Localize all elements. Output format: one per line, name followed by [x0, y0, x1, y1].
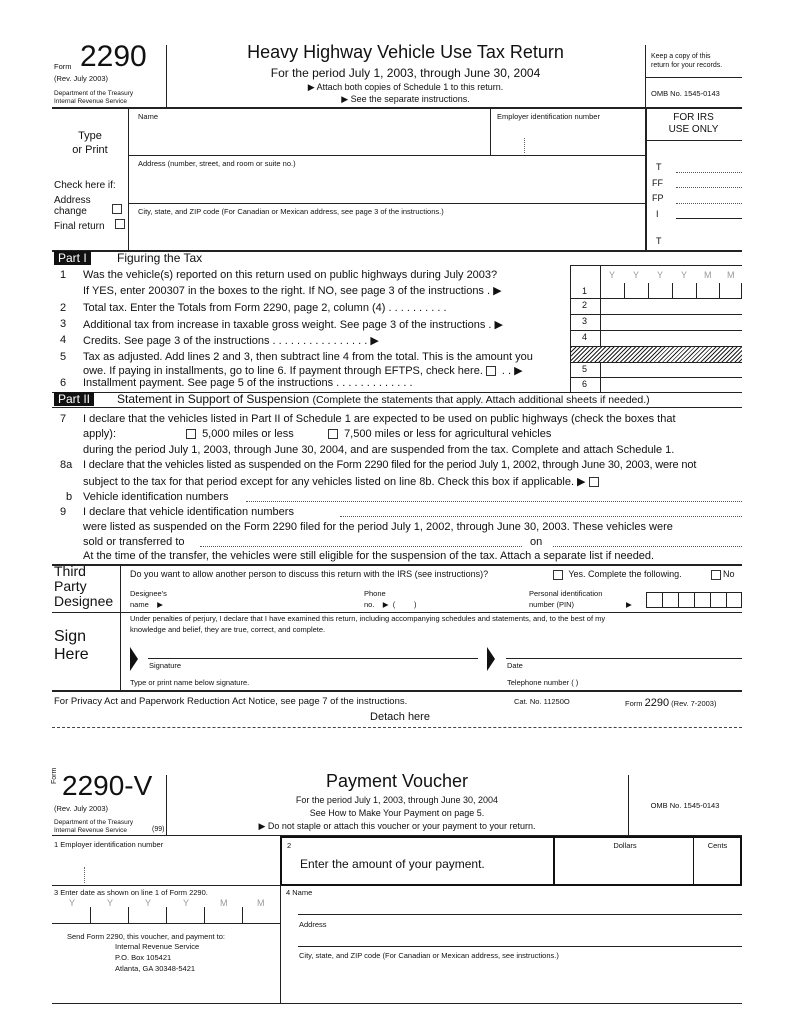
type-or-print-label: Type	[78, 130, 102, 142]
address-label: Address	[299, 920, 327, 929]
telephone-label: Telephone number ( )	[507, 678, 579, 687]
label-part: (Rev. 7-2003)	[671, 699, 717, 708]
designee-label-line: Third	[54, 563, 86, 579]
designee-phone-input[interactable]	[410, 588, 520, 610]
dollars-input[interactable]	[553, 838, 693, 884]
sign-label: Sign	[54, 628, 87, 645]
part-1-tag: Part I	[54, 251, 91, 265]
vin-input[interactable]	[246, 501, 742, 502]
label-part: no.	[364, 600, 375, 609]
line-number: 8a	[60, 459, 73, 471]
voucher-date-boxes[interactable]	[52, 897, 280, 923]
name-label: 4 Name	[286, 888, 313, 897]
line-5-text-part: . . ▶	[498, 365, 523, 377]
sign-label: Here	[54, 646, 89, 663]
date-box-label: Y	[657, 270, 664, 280]
line-number: 9	[60, 506, 67, 518]
line-8a-text: I declare that the vehicles listed as suspended on the Form 2290 filed for the period July 1, 2002, through June 30, 2003, were not	[83, 459, 697, 471]
line-9-text: sold or transferred to	[83, 536, 185, 548]
form-label: Form	[54, 62, 72, 71]
designee-no-checkbox[interactable]	[711, 570, 721, 580]
signature-arrow-icon	[130, 647, 138, 671]
line-number: b	[66, 491, 73, 503]
date-box-label: Y	[633, 270, 640, 280]
line-9-text: I declare that vehicle identification numbers	[83, 506, 294, 518]
hatched-area	[571, 347, 742, 362]
yes-label: Yes. Complete the following.	[568, 569, 682, 579]
line-2-amount-input[interactable]	[600, 298, 742, 314]
designee-label	[54, 564, 120, 609]
perjury-statement: Under penalties of perjury, I declare that I have examined this return, including accompanying schedules and statements, and, to the best of my	[130, 614, 606, 623]
option-7500	[325, 428, 551, 440]
line-9-text: At the time of the transfer, the vehicles were still eligible for the suspension of the tax. Attach a separate list if needed.	[83, 550, 655, 562]
line-8a-text	[83, 475, 602, 488]
period: For the period July 1, 2003, through June 30, 2004	[270, 66, 541, 80]
revision: (Rev. July 2003)	[54, 804, 109, 813]
revision: (Rev. July 2003)	[54, 74, 109, 83]
no-staple-note: ▶ Do not staple or attach this voucher or your payment to your return.	[258, 821, 536, 831]
city-label: City, state, and ZIP code (For Canadian or Mexican address, see instructions.)	[299, 951, 559, 960]
option-5000	[183, 428, 294, 440]
line-7-text: apply):	[83, 428, 117, 440]
line-8a-text-part: subject to the tax for that period except for any vehicles listed on line 8b. Check this box if applicable. ▶	[83, 476, 586, 488]
line-5-text-part: owe. If paying in installments, go to line 6. If payment through EFTPS, check here.	[83, 365, 483, 377]
part-1-title: Figuring the Tax	[117, 251, 203, 265]
attach-note: ▶ Attach both copies of Schedule 1 to this return.	[307, 82, 504, 92]
voucher-title: Payment Voucher	[325, 771, 469, 791]
signature-input[interactable]	[148, 640, 478, 658]
box-number: 2	[287, 841, 292, 850]
keep-copy-note: Keep a copy of this	[651, 53, 711, 60]
date-box-label: M	[220, 898, 228, 908]
option-label: 5,000 miles or less	[202, 428, 294, 440]
line-3-amount-input[interactable]	[600, 314, 742, 330]
no-label: No	[723, 569, 735, 579]
date-box-label: Y	[69, 898, 76, 908]
line-5-amount-input[interactable]	[600, 362, 742, 377]
line-box-number: 5	[582, 364, 588, 374]
print-name-label: Type or print name below signature.	[130, 678, 250, 687]
dept-text: Internal Revenue Service	[54, 98, 127, 105]
option-label: 7,500 miles or less for agricultural vehicles	[344, 428, 552, 440]
irs-code: T	[656, 162, 662, 172]
line-9-vin-input[interactable]	[340, 516, 742, 517]
date-box-label: M	[704, 270, 712, 280]
label-part: 2290	[644, 697, 670, 709]
keep-copy-note: return for your records.	[651, 62, 723, 69]
line-box-number: 3	[582, 316, 588, 326]
designee-name-input[interactable]	[185, 588, 355, 610]
line-box-number: 6	[582, 379, 588, 389]
date-box-label: Y	[681, 270, 688, 280]
address-label: Address (number, street, and room or suite no.)	[138, 159, 296, 168]
ein-label: 1 Employer identification number	[54, 840, 164, 849]
form-label: Form	[51, 767, 58, 784]
final-return-label: Final return	[54, 221, 105, 232]
city-state-zip-input[interactable]	[128, 203, 645, 250]
detach-line[interactable]	[52, 727, 742, 728]
designee-label-line: Designee	[54, 593, 114, 609]
dept-text: Department of the Treasury	[54, 819, 134, 826]
how-to-pay-note: See How to Make Your Payment on page 5.	[309, 808, 485, 818]
miles-5000-checkbox[interactable]	[186, 429, 196, 439]
name-label: Name	[138, 112, 159, 121]
irs-address: Internal Revenue Service	[115, 942, 200, 951]
date-arrow-icon	[487, 647, 495, 671]
irs-address: Atlanta, GA 30348-5421	[115, 964, 196, 973]
pin-input[interactable]	[646, 592, 742, 608]
date-box-label: Y	[107, 898, 114, 908]
mailing-instruction: Send Form 2290, this voucher, and payment to:	[67, 932, 226, 941]
date-input[interactable]	[506, 640, 742, 658]
instructions-note: ▶ See the separate instructions.	[341, 94, 470, 104]
part-2-note: (Complete the statements that apply. Attach additional sheets if needed.)	[312, 394, 650, 406]
line-5-text: Tax as adjusted. Add lines 2 and 3, then subtract line 4 from the total. This is the amount you	[83, 351, 533, 363]
miles-7500-checkbox[interactable]	[328, 429, 338, 439]
designee-name-label: Designee's	[130, 589, 167, 598]
line-6-text: Installment payment. See page 5 of the instructions . . . . . . . . . . . . .	[83, 377, 413, 389]
date-box-label: M	[257, 898, 265, 908]
address-input[interactable]	[128, 155, 645, 203]
line-box-number: 4	[582, 332, 588, 342]
voucher-city-input[interactable]	[298, 960, 742, 1003]
part-2-tag: Part II	[54, 392, 94, 406]
dept-text: Internal Revenue Service	[54, 827, 127, 834]
line-9-text: were listed as suspended on the Form 2290 filed for the period July 1, 2002, through June 30, 2003. These vehicles were	[83, 521, 673, 533]
line-number: 1	[60, 269, 67, 281]
omb-number: OMB No. 1545-0143	[651, 89, 720, 98]
line-number: 4	[60, 334, 67, 346]
irs-use-label: USE ONLY	[668, 124, 719, 135]
line-1-text: If YES, enter 200307 in the boxes to the right. If NO, see page 3 of the instructions . ▶	[83, 285, 502, 297]
irs-use-label: FOR IRS	[673, 112, 714, 123]
line-4-amount-input[interactable]	[600, 330, 742, 346]
form-title: Heavy Highway Vehicle Use Tax Return	[247, 42, 564, 62]
pin-label: number (PIN)	[529, 600, 575, 609]
date-box-label: M	[727, 270, 735, 280]
catalog-number: Cat. No. 11250O	[514, 697, 570, 706]
irs-code: FP	[652, 193, 664, 203]
phone-label: Phone	[364, 589, 386, 598]
detach-here-label: Detach here	[370, 711, 430, 723]
designee-question: Do you want to allow another person to discuss this return with the IRS (see instructions)?	[130, 569, 489, 579]
line-number: 5	[60, 351, 67, 363]
irs-code: T	[656, 236, 662, 246]
omb-number: OMB No. 1545-0143	[650, 801, 720, 810]
irs-code: FF	[652, 178, 663, 188]
line-4-text: Credits. See page 3 of the instructions . . . . . . . . . . . . . . . . ▶	[83, 335, 379, 347]
voucher-form-number: 2290-V	[62, 770, 153, 801]
transfer-date-input[interactable]	[553, 546, 742, 547]
address-change-label: change	[54, 206, 87, 217]
designee-yes	[550, 569, 682, 580]
payment-amount-box	[280, 836, 742, 886]
line-2-text: Total tax. Enter the Totals from Form 2290, page 2, column (4) . . . . . . . . . .	[83, 302, 447, 314]
date-label: 3 Enter date as shown on line 1 of Form 2290.	[54, 888, 208, 897]
date-box-label: Y	[183, 898, 190, 908]
part-2-heading	[117, 392, 650, 406]
irs-address: P.O. Box 105421	[115, 953, 172, 962]
ein-label: Employer identification number	[497, 112, 600, 121]
line-3-text: Additional tax from increase in taxable gross weight. See page 3 of the instructions . ▶	[83, 319, 503, 331]
name-input[interactable]	[128, 108, 490, 155]
eftps-checkbox[interactable]	[486, 366, 496, 376]
voucher-ein-input[interactable]	[52, 836, 280, 885]
part-2-title: Statement in Support of Suspension	[117, 392, 310, 406]
perjury-statement: knowledge and belief, they are true, correct, and complete.	[130, 625, 326, 634]
type-or-print-label: or Print	[72, 144, 108, 156]
designee-name-label: name ▶	[130, 600, 163, 609]
voucher-address-input[interactable]	[298, 929, 742, 947]
label-part: name	[130, 600, 149, 609]
date-box-label: Y	[145, 898, 152, 908]
voucher-name-input[interactable]	[298, 897, 742, 915]
label-part: Form	[625, 699, 643, 708]
designee-yes-checkbox[interactable]	[553, 570, 563, 580]
payment-amount-label: Enter the amount of your payment.	[300, 857, 485, 871]
address-change-label: Address	[54, 195, 91, 206]
line-7-text: during the period July 1, 2003, through June 30, 2004, and are suspended from the tax. Complete and attach Schedule 1.	[83, 444, 675, 456]
line-5-text	[83, 364, 523, 377]
line-number: 7	[60, 413, 67, 425]
ein-input[interactable]	[490, 108, 645, 155]
cents-label: Cents	[707, 841, 728, 850]
address-change-checkbox[interactable]	[112, 204, 122, 214]
pin-label: Personal identification	[529, 589, 603, 598]
line-9-on: on	[530, 536, 543, 548]
line-number: 6	[60, 377, 67, 389]
privacy-notice: For Privacy Act and Paperwork Reduction Act Notice, see page 7 of the instructions.	[54, 696, 408, 707]
line-number: 3	[60, 318, 67, 330]
arrow-icon: ▶	[626, 600, 632, 609]
check-here-label: Check here if:	[54, 180, 116, 191]
transferee-input[interactable]	[200, 546, 522, 547]
line-8b-text: Vehicle identification numbers	[83, 491, 229, 503]
dept-text: Department of the Treasury	[54, 90, 134, 97]
line-box-number: 2	[582, 300, 588, 310]
final-return-checkbox[interactable]	[115, 219, 125, 229]
date-box-label: Y	[609, 270, 616, 280]
form-reference	[625, 697, 716, 709]
signature-label: Signature	[149, 661, 182, 670]
line-number: 2	[60, 302, 67, 314]
irs-code: (99)	[152, 826, 165, 833]
date-label: Date	[507, 661, 523, 670]
designee-no	[709, 569, 735, 580]
line-1-text: Was the vehicle(s) reported on this return used on public highways during July 2003?	[83, 269, 498, 281]
period: For the period July 1, 2003, through June 30, 2004	[295, 795, 499, 805]
line-8a-checkbox[interactable]	[589, 477, 599, 487]
form-number: 2290	[80, 40, 147, 73]
phone-label: no. ▶ ( )	[364, 600, 417, 609]
irs-code: I	[656, 209, 659, 219]
designee-label-line: Party	[54, 578, 87, 594]
line-6-amount-input[interactable]	[600, 377, 742, 392]
cents-input[interactable]	[693, 838, 740, 884]
line-1-date-boxes[interactable]	[600, 265, 742, 298]
dollars-label: Dollars	[613, 841, 637, 850]
city-label: City, state, and ZIP code (For Canadian or Mexican address, see page 3 of the instructions.)	[138, 207, 444, 216]
line-box-number: 1	[582, 286, 588, 296]
line-7-text: I declare that the vehicles listed in Part II of Schedule 1 are expected to be used on public highways (check the boxes that	[83, 413, 676, 425]
